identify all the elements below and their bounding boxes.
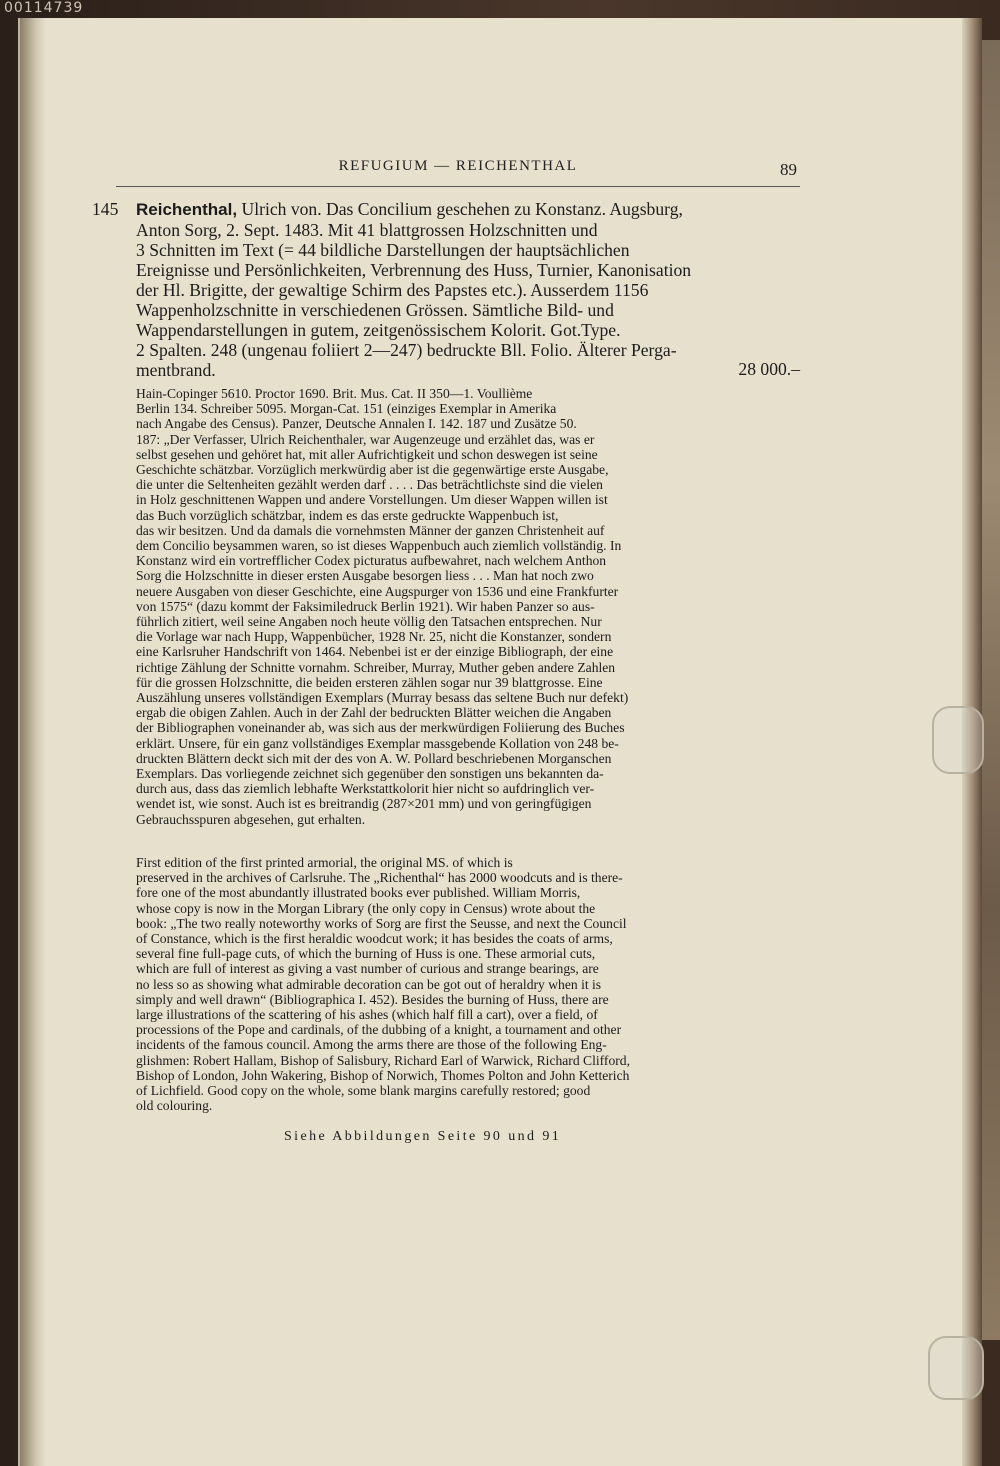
- note-line: Sorg die Holzschnitte in dieser ersten Ausgabe besorgen liess . . . Man hat noch zwo: [136, 568, 594, 584]
- note-line: ergab die obigen Zahlen. Auch in der Zahl der bedruckten Blätter weichen die Angaben: [136, 705, 612, 721]
- page-header: [116, 158, 800, 187]
- entry-author: Reichenthal,: [136, 200, 238, 219]
- english-line: whose copy is now in the Morgan Library (the only copy in Census) wrote about the: [136, 900, 596, 916]
- note-line: neuere Ausgaben von dieser Geschichte, eine Augspurger von 1536 und eine Frankfurter: [136, 583, 619, 599]
- entry-price: 28 000.–: [738, 359, 800, 379]
- english-line: large illustrations of the scattering of his ashes (which half fill a cart), over a field, of: [136, 1007, 598, 1023]
- page-number: 89: [780, 160, 797, 179]
- entry-line: Anton Sorg, 2. Sept. 1483. Mit 41 blattgrossen Holzschnitten und: [136, 220, 598, 240]
- english-line: fore one of the most abundantly illustrated books ever published. William Morris,: [136, 885, 581, 901]
- english-line: processions of the Pope and cardinals, of the dubbing of a knight, a tournament and other: [136, 1022, 622, 1038]
- bibliographic-notes: [136, 386, 796, 827]
- note-line: von 1575“ (dazu kommt der Faksimiledruck Berlin 1921). Wir haben Panzer so aus-: [136, 598, 595, 614]
- english-line: Bishop of London, John Wakering, Bishop of Norwich, Thomes Polton and John Ketterich: [136, 1067, 630, 1083]
- note-line: erklärt. Unsere, für ein ganz vollständiges Exemplar massgebende Kollation von 248 be-: [136, 735, 619, 751]
- note-line: Exemplars. Das vorliegende zeichnet sich gegenüber den sonstigen uns bekannten da-: [136, 766, 604, 782]
- english-line: incidents of the famous council. Among the arms there are those of the following Eng-: [136, 1037, 607, 1053]
- page-clip-top: [932, 706, 984, 774]
- note-line: selbst gesehen und gehöret hat, mit aller Aufrichtigkeit und schon deswegen ist seine: [136, 446, 598, 462]
- note-line: Hain-Copinger 5610. Proctor 1690. Brit. Mus. Cat. II 350—1. Voullième: [136, 386, 533, 401]
- note-line: eine Karlsruher Handschrift von 1464. Nebenbei ist er der einzige Bibliograph, der eine: [136, 644, 614, 660]
- note-line: dem Concilio beysammen waren, so ist dieses Wappenbuch auch ziemlich vollständig. In: [136, 538, 622, 554]
- note-line: Gebrauchsspuren abgesehen, gut erhalten.: [136, 811, 366, 827]
- entry-line: Ereignisse und Persönlichkeiten, Verbrennung des Huss, Turnier, Kanonisation: [136, 260, 692, 280]
- english-line: no less so as showing what admirable decoration can be got out of heraldry when it is: [136, 976, 602, 992]
- note-line: Berlin 134. Schreiber 5095. Morgan-Cat. 151 (einziges Exemplar in Amerika: [136, 401, 557, 417]
- note-line: in Holz geschnittenen Wappen und andere Vorstellungen. Um dieser Wappen willen ist: [136, 492, 608, 508]
- note-line: das Buch vorzüglich schätzbar, indem es das erste gedruckte Wappenbuch ist,: [136, 507, 559, 523]
- english-line: simply and well drawn“ (Bibliographica I. 452). Besides the burning of Huss, there are: [136, 991, 609, 1007]
- english-line: of Constance, which is the first heraldic woodcut work; it has besides the coats of arms,: [136, 931, 613, 947]
- note-line: für die grossen Holzschnitte, die beiden ersteren zählen sogar nur 39 blattgrosse. Eine: [136, 674, 603, 690]
- entry-number: 145: [92, 199, 119, 219]
- english-line: book: „The two really noteworthy works of Sorg are first the Seusse, and next the Council: [136, 915, 627, 931]
- english-line: First edition of the first printed armorial, the original MS. of which is: [136, 855, 513, 870]
- note-line: richtige Zählung der Schnitte vornahm. Schreiber, Murray, Muther geben andere Zahlen: [136, 659, 616, 675]
- note-line: Geschichte schätzbar. Vorzüglich merkwürdig aber ist die gegenwärtige erste Ausgabe,: [136, 462, 609, 478]
- entry-line: Reichenthal, Ulrich von. Das Concilium geschehen zu Konstanz. Augsburg,: [136, 199, 683, 219]
- book-edge-strip: [982, 40, 1000, 1340]
- note-line: durch aus, dass das ziemlich lebhafte Werkstattkolorit hier nicht so aufdringlich ver-: [136, 781, 595, 797]
- page-clip-bottom: [928, 1336, 984, 1400]
- scan-id-label: 00114739: [4, 0, 84, 16]
- entry-line: Wappenholzschnitte in verschiedenen Grössen. Sämtliche Bild- und: [136, 300, 614, 320]
- english-line: several fine full-page cuts, of which the burning of Huss is one. These armorial cuts,: [136, 946, 596, 962]
- note-line: Konstanz wird ein vortrefflicher Codex picturatus aufbewahret, nach welchem Anthon: [136, 553, 607, 569]
- note-line: die Vorlage war nach Hupp, Wappenbücher, 1928 Nr. 25, nicht die Konstanzer, sondern: [136, 629, 612, 645]
- note-line: nach Angabe des Census). Panzer, Deutsche Annalen I. 142. 187 und Zusätze 50.: [136, 416, 577, 432]
- note-line: wendet ist, wie sonst. Auch ist es breitrandig (287×201 mm) und von geringfügigen: [136, 796, 592, 812]
- page-gutter: [20, 18, 46, 1466]
- note-line: führlich zitiert, weil seine Angaben noch heute völlig den Tatsachen entsprechen. Nur: [136, 614, 602, 630]
- english-line: of Lichfield. Good copy on the whole, some blank margins carefully restored; good: [136, 1083, 591, 1099]
- note-line: 187: „Der Verfasser, Ulrich Reichenthaler, war Augenzeuge und erzählet das, was er: [136, 431, 595, 447]
- english-line: glishmen: Robert Hallam, Bishop of Salisbury, Richard Earl of Warwick, Richard Clifford,: [136, 1052, 630, 1068]
- note-line: druckten Blättern deckt sich mit der des von A. W. Pollard beschriebenen Morganschen: [136, 750, 612, 766]
- english-line: old colouring.: [136, 1098, 213, 1114]
- english-line: which are full of interest as giving a vast number of curious and strange bearings, are: [136, 961, 599, 977]
- running-head: REFUGIUM — REICHENTHAL: [338, 158, 578, 174]
- note-line: der Bibliographen voneinander ab, was sich aus der merkwürdigen Foliierung des Buches: [136, 720, 625, 736]
- entry-line: Wappendarstellungen in gutem, zeitgenössischem Kolorit. Got.Type.: [136, 320, 621, 340]
- entry-line: 3 Schnitten im Text (= 44 bildliche Darstellungen der hauptsächlichen: [136, 240, 630, 260]
- entry-line: mentbrand.: [136, 360, 216, 380]
- see-also-note: Siehe Abbildungen Seite 90 und 91: [284, 1129, 562, 1144]
- english-line: preserved in the archives of Carlsruhe. The „Richenthal“ has 2000 woodcuts and is there-: [136, 870, 623, 886]
- entry-line: 2 Spalten. 248 (ungenau foliiert 2—247) bedruckte Bll. Folio. Älterer Perga-: [136, 340, 677, 360]
- note-line: Auszählung unseres vollständigen Exemplars (Murray besass das seltene Buch nur defekt): [136, 690, 629, 706]
- note-line: die unter die Seltenheiten gezählt werden darf . . . . Das beträchtlichste sind die vielen: [136, 477, 603, 493]
- entry-description: [136, 199, 800, 380]
- entry-line: der Hl. Brigitte, der gewaltige Schirm des Papstes etc.). Ausserdem 1156: [136, 280, 649, 300]
- english-description: [136, 855, 796, 1113]
- note-line: das wir besitzen. Und da damals die vornehmsten Männer der ganzen Christenheit auf: [136, 522, 605, 538]
